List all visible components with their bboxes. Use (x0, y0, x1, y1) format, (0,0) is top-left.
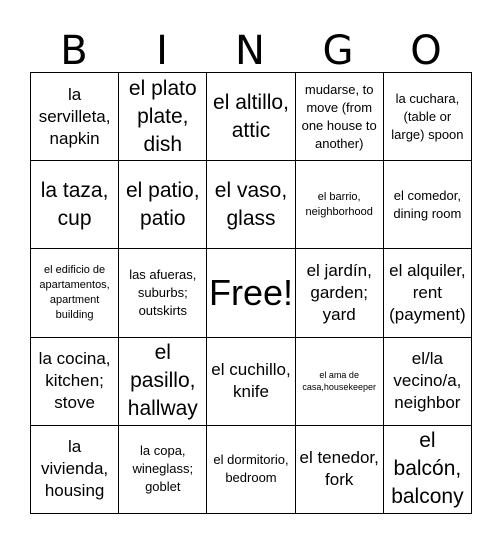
bingo-header (30, 28, 470, 74)
bingo-cell[interactable] (296, 338, 384, 426)
cell-text: la vivienda, housing (41, 437, 109, 501)
cell-text: el altillo, attic (213, 90, 289, 142)
bingo-cell[interactable] (384, 426, 472, 514)
cell-text: el barrio, neighborhood (305, 190, 373, 218)
bingo-cell[interactable] (296, 161, 384, 249)
cell-text: la copa, wineglass; goblet (132, 443, 194, 495)
bingo-grid (30, 72, 472, 514)
header-letter-g: G (322, 28, 354, 74)
bingo-cell[interactable] (296, 73, 384, 161)
cell-text: el alquiler, rent (payment) (389, 260, 466, 324)
header-letter-n: N (235, 28, 265, 74)
bingo-cell[interactable] (119, 338, 207, 426)
cell-text: el cuchillo, knife (211, 360, 291, 402)
free-space-cell[interactable] (207, 249, 295, 337)
bingo-cell[interactable] (119, 161, 207, 249)
header-letter-b: B (60, 28, 88, 74)
bingo-cell[interactable] (119, 426, 207, 514)
cell-text: la taza, cup (40, 178, 109, 230)
cell-text: el plato plate, dish (128, 76, 197, 156)
bingo-cell[interactable] (296, 426, 384, 514)
cell-text: el edificio de apartamentos, apartment building (39, 263, 110, 321)
cell-text: el jardín, garden; yard (306, 260, 372, 324)
bingo-cell[interactable] (31, 426, 119, 514)
cell-text: el pasillo, hallway (127, 341, 198, 421)
cell-text: el tenedor, fork (299, 448, 379, 490)
cell-text: la cuchara, (table or large) spoon (391, 90, 464, 142)
bingo-cell[interactable] (31, 249, 119, 337)
cell-text: el vaso, glass (214, 178, 288, 230)
bingo-cell[interactable] (384, 338, 472, 426)
cell-text: mudarse, to move (from one house to another) (301, 81, 377, 151)
bingo-cell[interactable] (207, 338, 295, 426)
bingo-cell[interactable] (31, 338, 119, 426)
cell-text: la cocina, kitchen; stove (38, 349, 111, 413)
cell-text: la servilleta, napkin (38, 84, 111, 148)
cell-text: el patio, patio (126, 178, 200, 230)
cell-text: el/la vecino/a, neighbor (393, 349, 462, 413)
bingo-cell[interactable] (119, 73, 207, 161)
bingo-cell[interactable] (207, 73, 295, 161)
bingo-cell[interactable] (384, 73, 472, 161)
bingo-cell[interactable] (296, 249, 384, 337)
bingo-cell[interactable] (31, 161, 119, 249)
bingo-cell[interactable] (31, 73, 119, 161)
free-space-text: Free! (208, 271, 294, 313)
bingo-cell[interactable] (207, 426, 295, 514)
cell-text: el ama de casa,housekeeper (302, 370, 376, 393)
cell-text: las afueras, suburbs; outskirts (129, 266, 197, 318)
cell-text: el comedor, dining room (393, 187, 462, 221)
header-letter-i: I (156, 28, 168, 74)
bingo-cell[interactable] (384, 161, 472, 249)
cell-text: el balcón, balcony (391, 429, 464, 509)
bingo-cell[interactable] (207, 161, 295, 249)
bingo-cell[interactable] (384, 249, 472, 337)
bingo-cell[interactable] (119, 249, 207, 337)
header-letter-o: O (410, 28, 442, 74)
cell-text: el dormitorio, bedroom (213, 452, 289, 486)
